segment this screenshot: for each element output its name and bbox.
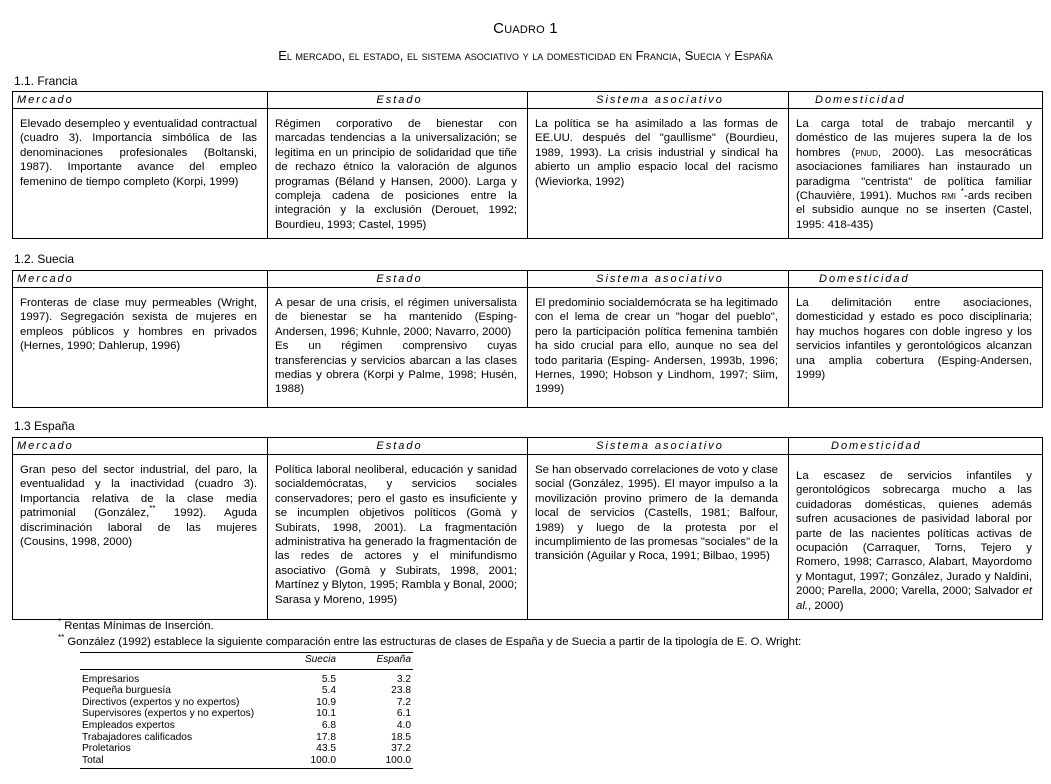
table-row: Supervisores (expertos y no expertos) 10.1 6.1 [82,708,411,720]
col-header-estado: Estado [268,438,528,455]
document-title: Cuadro 1 [493,20,558,37]
cell-domesticidad: La delimitación entre asociaciones, domesticidad y estado es poco disciplinaria; hay muchos hogares con doble ingreso y los servicios infantiles y gerontológicos alcanzan una amplia cobertura (Esping-Andersen, 1999) [789,288,1043,408]
table-row [13,109,1043,239]
table-row-total: Total 100.0 100.0 [80,755,413,769]
table-row: Proletarios 43.5 37.2 [82,743,411,755]
footnote-ref: * [960,187,964,197]
col-header-estado: Estado [268,271,528,288]
table-suecia [12,270,1043,408]
table-row: Directivos (expertos y no expertos) 10.9 7.2 [82,696,411,708]
table-row [13,288,1043,408]
cell-estado: A pesar de una crisis, el régimen universalista de bienestar se ha mantenido (Esping-Andersen, 1996; Kuhnle, 2000; Navarro, 2000) Es un régimen comprensivo cuyas transferencias y servicios abarcan a las clases medias y obrera (Korpi y Palme, 1998; Husén, 1988) [268,288,528,408]
et-al: et al. [796,585,1032,612]
class-structure-table [80,652,413,769]
col-header-domesticidad: Domesticidad [789,438,1043,455]
section-heading-suecia: 1.2. Suecia [14,252,75,266]
col-header-espana: España [338,653,413,670]
table-espana [12,437,1043,620]
cell-domesticidad: La escasez de servicios infantiles y gerontológicos sobrecarga mucho a las cuidadoras domésticas, quienes además sufren acusaciones de pasividad laboral por parte de las nacientes políticas activas de ocupación (Carraquer, Torns, Tejero y Romero, 1998; Carrasco, Alabart, Mayordomo y Montagut, 1997; González, Jurado y Naldini, 2000; Parella, 2000; Varella, 2000; Salvador et al., 2000) [789,455,1043,620]
col-header-mercado: Mercado [13,92,268,109]
table-header-row [13,438,1043,455]
col-header-sistema: Sistema asociativo [528,271,789,288]
col-header-sistema: Sistema asociativo [528,438,789,455]
col-header-mercado: Mercado [13,271,268,288]
footnote-2: ** González (1992) establece la siguiente comparación entre las estructuras de clases de España y de Suecia a partir de la tipología de E. O. Wright: [58,633,802,648]
section-heading-francia: 1.1. Francia [14,74,78,88]
document-subtitle: El mercado, el estado, el sistema asociativo y la domesticidad en Francia, Suecia y España [278,48,773,63]
cell-mercado: Gran peso del sector industrial, del paro, la eventualidad y la inactividad (cuadro 3). Importancia relativa de la clase media patrimonial (González,** 1992). Aguda discriminación laboral de las mujeres (Cousins, 1998, 2000) [13,455,268,620]
col-header-suecia: Suecia [274,653,338,670]
cell-estado: Política laboral neoliberal, educación y sanidad socialdemócratas, y servicios sociales conservadores; pero el gasto es insuficiente y se incumplen objetivos políticos (Gomà y Subirats, 1998, 2001). La fragmentación administrativa ha generado la fragmentación de las redes de actores y el minifundismo asociativo (Gomà y Subirats, 1998, 2001; Martínez y Blyton, 1995; Rambla y Bonal, 2000; Sarasa y Moreno, 1995) [268,455,528,620]
col-header-domesticidad: Domesticidad [789,92,1043,109]
acronym-pnud: pnud [855,146,878,159]
cell-sistema: La política se ha asimilado a las formas de EE.UU. después del "gaullisme" (Bourdieu, 1989, 1993). La crisis industrial y sindical ha abierto un amplio espacio local del racismo (Wieviorka, 1992) [528,109,789,239]
cell-sistema: El predominio socialdemócrata se ha legitimado con el lema de crear un "hogar del pueblo", pero la participación política femenina también ha sido crucial para ello, aunque no sea del todo paritaria (Esping- Andersen, 1993b, 1996; Hernes, 1990; Hobson y Lindhom, 1997; Siim, 1999) [528,288,789,408]
table-row: Pequeña burguesía 5.4 23.8 [82,685,411,697]
table-row: Empresarios 5.5 3.2 [82,673,411,685]
cell-sistema: Se han observado correlaciones de voto y clase social (González, 1995). El mayor impulso a la movilización provino primero de la demanda local de servicios (Castells, 1981; Balfour, 1989) y luego de la protesta por el incumplimiento de las promesas "sociales" de la transición (Aguilar y Roca, 1991; Bilbao, 1995) [528,455,789,620]
class-table-header [80,653,413,670]
footnote-1: * Rentas Mínimas de Inserción. [58,617,214,632]
cell-domesticidad: La carga total de trabajo mercantil y doméstico de las mujeres supera la de los hombres (pnud, 2000). Las mesocráticas asociaciones familiares han instaurado un paradigma "centrista" de política familiar (Chauvière, 1991). Muchos rmi *-ards reciben el subsidio aunque no se inserten (Castel, 1995: 418-435) [789,109,1043,239]
cell-mercado: Fronteras de clase muy permeables (Wright, 1997). Segregación sexista de mujeres en empleos públicos y hombres en privados (Hernes, 1990; Dahlerup, 1996) [13,288,268,408]
col-header-estado: Estado [268,92,528,109]
acronym-rmi: rmi [941,190,957,203]
table-header-row [13,271,1043,288]
col-header-mercado: Mercado [13,438,268,455]
table-header-row [13,92,1043,109]
cell-estado: Régimen corporativo de bienestar con marcadas tendencias a la universalización; se legitima en un principio de solidaridad que tiñe de rechazo étnico la valoración de algunos programas (Béland y Hansen, 2000). Larga y compleja cadena de posiciones entre la integración y la exclusión (Derouet, 1992; Bourdieu, 1993; Castel, 1995) [268,109,528,239]
table-row: Empleados expertos 6.8 4.0 [82,719,411,731]
cell-mercado: Elevado desempleo y eventualidad contractual (cuadro 3). Importancia simbólica de las denominaciones profesionales (Boltanski, 1987). Importante avance del empleo femenino de tiempo completo (Korpi, 1999) [13,109,268,239]
footnote-ref: ** [149,504,156,514]
col-header-domesticidad: Domesticidad [789,271,1043,288]
section-heading-espana: 1.3 España [14,419,75,433]
col-header-sistema: Sistema asociativo [528,92,789,109]
table-row: Trabajadores calificados 17.8 18.5 [82,731,411,743]
table-row [13,455,1043,620]
table-francia [12,91,1043,239]
